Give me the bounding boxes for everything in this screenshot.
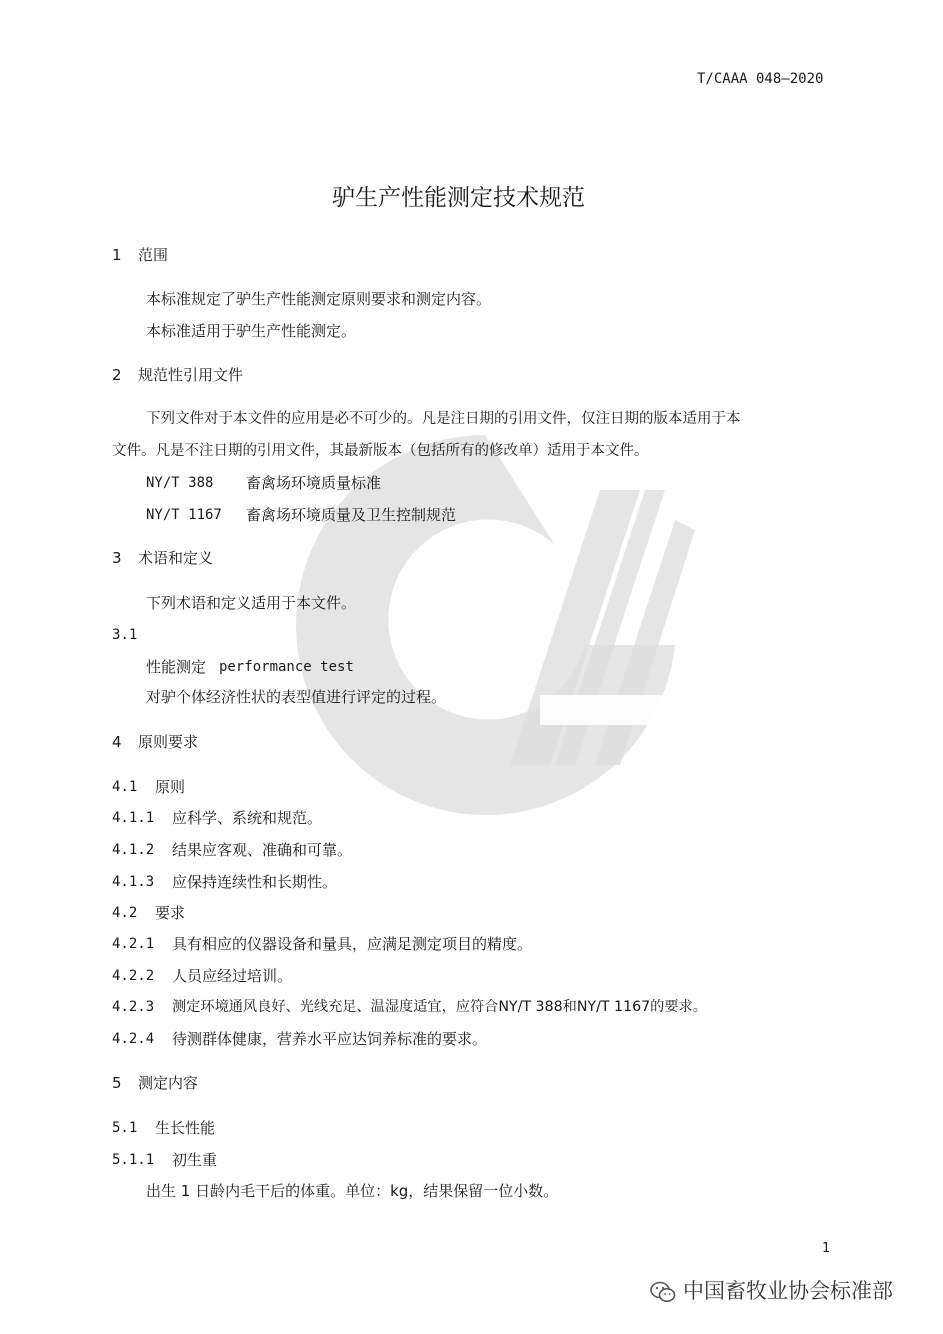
reference-code: NY/T 388 bbox=[146, 475, 214, 491]
section-5-paragraph: 出生 1 日龄内毛干后的体重。单位：kg，结果保留一位小数。 bbox=[146, 1182, 559, 1200]
section-2-paragraph: 文件。凡是不注日期的引用文件，其最新版本（包括所有的修改单）适用于本文件。 bbox=[112, 443, 649, 459]
page-number: 1 bbox=[822, 1241, 830, 1256]
reference-title: 畜禽场环境质量标准 bbox=[246, 474, 382, 492]
section-1-number: 1 bbox=[112, 246, 122, 264]
clause-number: 4.2.3 bbox=[112, 999, 155, 1015]
section-2-number: 2 bbox=[112, 366, 122, 384]
wechat-icon bbox=[650, 1281, 676, 1303]
clause-number: 5.1.1 bbox=[112, 1152, 155, 1168]
clause-text: 应科学、系统和规范。 bbox=[172, 809, 323, 827]
clause-number: 4.1.3 bbox=[112, 874, 155, 890]
clause-number: 4.2.1 bbox=[112, 936, 155, 952]
clause-text: 应保持连续性和长期性。 bbox=[172, 873, 338, 891]
clause-heading: 初生重 bbox=[172, 1151, 218, 1169]
clause-text: 待测群体健康，营养水平应达饲养标准的要求。 bbox=[172, 1030, 488, 1048]
clause-text: 具有相应的仪器设备和量具，应满足测定项目的精度。 bbox=[172, 935, 533, 953]
section-4-heading: 原则要求 bbox=[138, 733, 199, 751]
section-3-heading: 术语和定义 bbox=[138, 549, 214, 567]
document-title: 驴生产性能测定技术规范 bbox=[332, 185, 585, 211]
clause-number: 4.2.2 bbox=[112, 968, 155, 984]
section-3-paragraph: 下列术语和定义适用于本文件。 bbox=[146, 594, 357, 612]
section-4-number: 4 bbox=[112, 733, 122, 751]
section-1-paragraph: 本标准适用于驴生产性能测定。 bbox=[146, 322, 357, 340]
clause-number: 4.1.2 bbox=[112, 842, 155, 858]
standard-code: T/CAAA 048—2020 bbox=[697, 71, 824, 87]
clause-number: 4.2 bbox=[112, 905, 138, 921]
clause-text: 人员应经过培训。 bbox=[172, 967, 293, 985]
clause-number: 4.1 bbox=[112, 779, 138, 795]
section-1-paragraph: 本标准规定了驴生产性能测定原则要求和测定内容。 bbox=[146, 290, 492, 308]
section-5-heading: 测定内容 bbox=[138, 1074, 199, 1092]
clause-number: 4.1.1 bbox=[112, 810, 155, 826]
reference-code: NY/T 1167 bbox=[146, 507, 222, 523]
term-english: performance test bbox=[219, 659, 354, 675]
section-2-paragraph: 下列文件对于本文件的应用是必不可少的。凡是注日期的引用文件，仅注日期的版本适用于本 bbox=[146, 411, 741, 427]
clause-number: 4.2.4 bbox=[112, 1031, 155, 1047]
section-1-heading: 范围 bbox=[138, 246, 169, 264]
term-chinese: 性能测定 bbox=[146, 658, 207, 676]
section-5-number: 5 bbox=[112, 1074, 122, 1092]
clause-heading: 要求 bbox=[155, 904, 186, 922]
watermark-logo-icon bbox=[255, 395, 715, 855]
clause-text: 测定环境通风良好、光线充足、温湿度适宜，应符合NY/T 388和NY/T 1167的要求。 bbox=[172, 999, 707, 1015]
section-3-number: 3 bbox=[112, 549, 122, 567]
clause-number: 5.1 bbox=[112, 1120, 138, 1136]
footer-source: 中国畜牧业协会标准部 bbox=[683, 1279, 893, 1303]
term-number: 3.1 bbox=[112, 627, 138, 643]
clause-heading: 生长性能 bbox=[155, 1119, 216, 1137]
term-definition: 对驴个体经济性状的表型值进行评定的过程。 bbox=[146, 688, 447, 706]
reference-title: 畜禽场环境质量及卫生控制规范 bbox=[246, 506, 457, 524]
clause-text: 结果应客观、准确和可靠。 bbox=[172, 841, 353, 859]
section-2-heading: 规范性引用文件 bbox=[138, 366, 244, 384]
clause-heading: 原则 bbox=[155, 778, 186, 796]
